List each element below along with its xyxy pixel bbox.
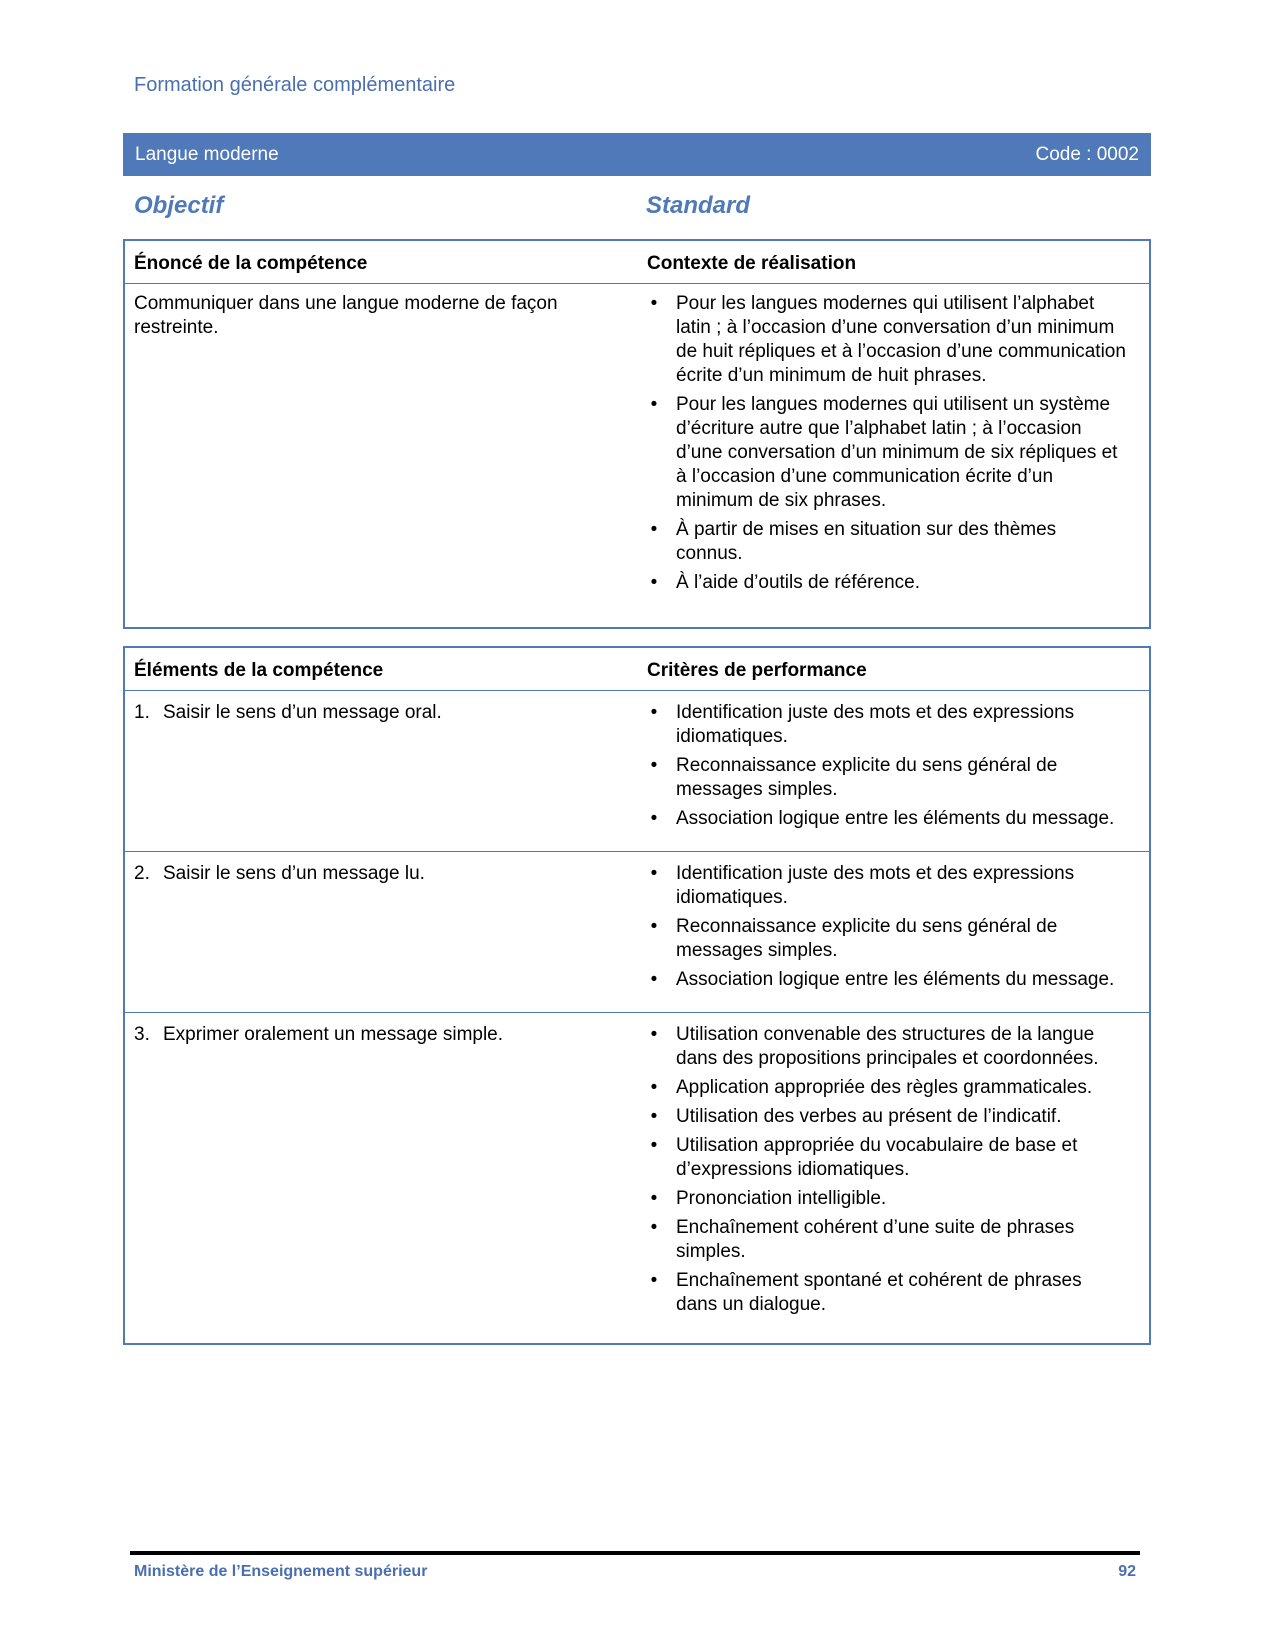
list-item: [647, 1076, 1127, 1100]
criteria-list: [647, 701, 1127, 831]
section-title: Formation générale complémentaire: [134, 74, 456, 96]
element-number: 3.: [134, 1024, 150, 1045]
list-item: [647, 1269, 1127, 1317]
bullet-icon: •: [650, 969, 658, 990]
list-item: [647, 1105, 1127, 1129]
element-label: Saisir le sens d’un message oral.: [163, 702, 442, 723]
list-item-text: À l’aide d’outils de référence.: [676, 572, 920, 593]
enonce-header: Énoncé de la compétence: [134, 253, 368, 274]
elements-right-header: Critères de performance: [647, 660, 867, 681]
list-item-text: Enchaînement spontané et cohérent de phrases dans un dialogue.: [676, 1270, 1082, 1315]
list-item-text: Utilisation appropriée du vocabulaire de base et d’expressions idiomatiques.: [676, 1135, 1078, 1180]
element-label: Saisir le sens d’un message lu.: [163, 863, 425, 884]
bullet-icon: •: [650, 863, 658, 884]
list-item-text: Reconnaissance explicite du sens général de messages simples.: [676, 916, 1058, 961]
bullet-icon: •: [650, 808, 658, 829]
subject-label: Langue moderne: [135, 143, 279, 165]
code-label: Code : 0002: [1035, 143, 1139, 165]
list-item: [647, 968, 1127, 992]
list-item-text: Association logique entre les éléments du message.: [676, 969, 1115, 990]
list-item: [647, 1216, 1127, 1264]
bullet-icon: •: [650, 755, 658, 776]
list-item-text: À partir de mises en situation sur des thèmes connus.: [676, 519, 1057, 564]
bullet-icon: •: [650, 519, 658, 540]
list-item: [647, 862, 1127, 910]
objective-standard-headings: [134, 192, 1144, 222]
list-item-text: Enchaînement cohérent d’une suite de phrases simples.: [676, 1217, 1075, 1262]
bullet-icon: •: [650, 1135, 658, 1156]
competence-statement-table: [123, 239, 1151, 629]
bullet-icon: •: [650, 293, 658, 314]
bullet-icon: •: [650, 1077, 658, 1098]
objectif-heading: Objectif: [134, 192, 224, 219]
bullet-icon: •: [650, 1188, 658, 1209]
competence-statement-text: Communiquer dans une langue moderne de façon restreinte.: [134, 293, 558, 338]
list-item-text: Association logique entre les éléments du message.: [676, 808, 1115, 829]
criteria-cell: [647, 862, 1127, 997]
list-item-text: Utilisation convenable des structures de la langue dans des propositions principales et coordonnées.: [676, 1024, 1099, 1069]
subject-code-bar: [123, 133, 1151, 176]
list-item: [647, 807, 1127, 831]
bullet-icon: •: [650, 1106, 658, 1127]
table-row: [125, 852, 1149, 1013]
list-item: [647, 393, 1127, 513]
criteria-list: [647, 862, 1127, 992]
list-item: [647, 701, 1127, 749]
element-label: Exprimer oralement un message simple.: [163, 1024, 504, 1045]
list-item-text: Utilisation des verbes au présent de l’indicatif.: [676, 1106, 1062, 1127]
elements-header: [125, 648, 1149, 691]
competence-statement-header: [125, 241, 1149, 284]
bullet-icon: •: [650, 1024, 658, 1045]
page-number: 92: [1118, 1563, 1136, 1580]
bullet-icon: •: [650, 702, 658, 723]
context-list: [647, 292, 1127, 595]
bullet-icon: •: [650, 916, 658, 937]
list-item: [647, 1187, 1127, 1211]
table-row: [125, 1013, 1149, 1315]
list-item-text: Application appropriée des règles grammaticales.: [676, 1077, 1093, 1098]
elements-left-header: Éléments de la compétence: [134, 660, 384, 681]
bullet-icon: •: [650, 1217, 658, 1238]
footer-rule: [130, 1551, 1140, 1555]
table-row: [125, 691, 1149, 852]
criteria-cell: [647, 1023, 1127, 1322]
list-item-text: Pour les langues modernes qui utilisent un système d’écriture autre que l’alphabet latin ; à l’occasion d’une conversation d’un minimum de six répliques et à l’occasion d’une communication écrite d’un minimum de six phrases.: [676, 394, 1118, 511]
footer-ministry: Ministère de l’Enseignement supérieur: [134, 1563, 428, 1580]
criteria-cell: [647, 701, 1127, 836]
bullet-icon: •: [650, 1270, 658, 1291]
element-number: 1.: [134, 702, 150, 723]
element-text: [134, 1023, 614, 1047]
list-item-text: Pour les langues modernes qui utilisent l’alphabet latin ; à l’occasion d’une conversation d’un minimum de huit répliques et à l’occasion d’une communication écrite d’un minimum de huit phrases.: [676, 293, 1126, 386]
list-item: [647, 754, 1127, 802]
elements-table: [123, 646, 1151, 1345]
list-item: [647, 518, 1127, 566]
list-item: [647, 292, 1127, 388]
bullet-icon: •: [650, 394, 658, 415]
list-item: [647, 571, 1127, 595]
contexte-header: Contexte de réalisation: [647, 253, 857, 274]
list-item-text: Identification juste des mots et des expressions idiomatiques.: [676, 702, 1075, 747]
element-text: [134, 862, 614, 886]
list-item: [647, 1023, 1127, 1071]
context-list-container: [647, 292, 1127, 600]
list-item-text: Prononciation intelligible.: [676, 1188, 887, 1209]
list-item: [647, 915, 1127, 963]
list-item: [647, 1134, 1127, 1182]
element-text: [134, 701, 614, 725]
elements-rows: [125, 691, 1149, 1315]
criteria-list: [647, 1023, 1127, 1317]
list-item-text: Reconnaissance explicite du sens général de messages simples.: [676, 755, 1058, 800]
element-number: 2.: [134, 863, 150, 884]
standard-heading: Standard: [646, 192, 751, 219]
bullet-icon: •: [650, 572, 658, 593]
list-item-text: Identification juste des mots et des expressions idiomatiques.: [676, 863, 1075, 908]
